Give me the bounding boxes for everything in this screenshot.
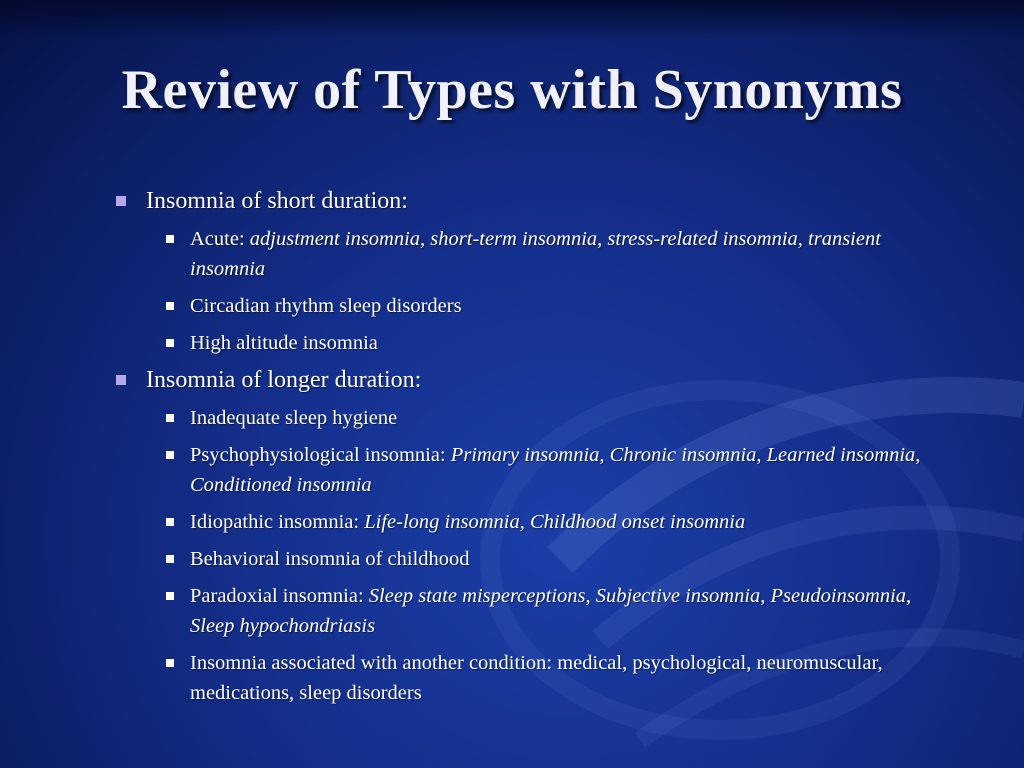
square-bullet-icon — [166, 339, 174, 347]
item-synonyms: adjustment insomnia, short-term insomnia, stress-related insomnia, transient insomnia — [190, 228, 881, 280]
item-text: Insomnia associated with another condition: medical, psychological, neuromuscular, medications, sleep disorders — [190, 652, 883, 704]
section-heading — [112, 186, 972, 216]
list-item — [190, 507, 930, 537]
item-text: High altitude insomnia — [190, 332, 378, 354]
list-item — [190, 581, 930, 641]
item-text: Idiopathic insomnia: — [190, 511, 365, 533]
list-item — [190, 544, 930, 574]
square-bullet-icon — [166, 659, 174, 667]
square-bullet-icon — [166, 302, 174, 310]
list-item — [190, 440, 930, 500]
section-heading — [112, 365, 972, 395]
item-text: Inadequate sleep hygiene — [190, 407, 398, 429]
bullet-list — [112, 186, 972, 715]
square-bullet-icon — [116, 196, 126, 206]
slide-title: Review of Types with Synonyms — [121, 59, 903, 121]
list-item — [190, 291, 930, 321]
square-bullet-icon — [166, 235, 174, 243]
item-text: Psychophysiological insomnia: — [190, 444, 451, 466]
square-bullet-icon — [166, 414, 174, 422]
item-text: Paradoxial insomnia: — [190, 585, 369, 607]
item-text: Acute: — [190, 228, 250, 250]
square-bullet-icon — [166, 555, 174, 563]
square-bullet-icon — [166, 451, 174, 459]
item-synonyms: Primary insomnia, Chronic insomnia, Learned insomnia, Conditioned insomnia — [190, 444, 921, 496]
list-item — [190, 328, 930, 358]
item-text: Circadian rhythm sleep disorders — [190, 295, 462, 317]
section-heading-text: Insomnia of longer duration: — [146, 367, 422, 393]
item-text: Behavioral insomnia of childhood — [190, 548, 470, 570]
item-synonyms: Life-long insomnia, Childhood onset insomnia — [364, 511, 746, 533]
square-bullet-icon — [116, 375, 126, 385]
square-bullet-icon — [166, 518, 174, 526]
list-item — [190, 648, 930, 708]
list-item — [190, 224, 930, 284]
square-bullet-icon — [166, 592, 174, 600]
list-item — [190, 403, 930, 433]
item-synonyms: Sleep state misperceptions, Subjective insomnia, Pseudoinsomnia, Sleep hypochondriasis — [190, 585, 912, 637]
section-heading-text: Insomnia of short duration: — [146, 188, 408, 214]
